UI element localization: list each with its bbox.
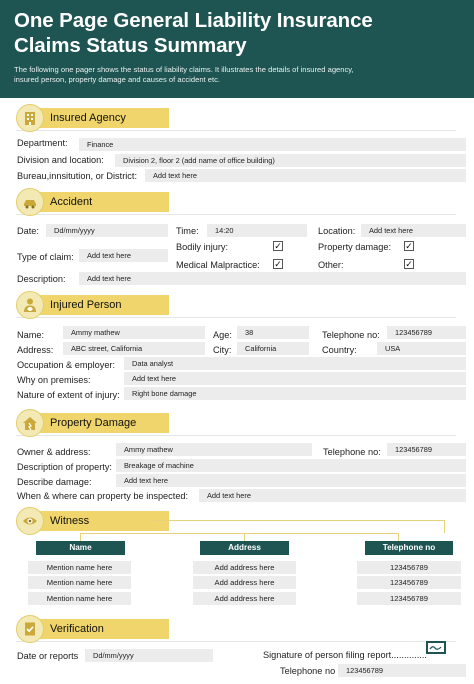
injured-telephone-label: Telephone no: xyxy=(322,330,380,340)
date-label: Date: xyxy=(17,226,39,236)
department-field[interactable]: Finance xyxy=(79,138,466,151)
city-label: City: xyxy=(213,345,232,355)
page-title xyxy=(14,8,464,58)
description-label: Description: xyxy=(17,274,66,284)
owner-field[interactable]: Ammy mathew xyxy=(116,443,312,456)
bodily-injury-checkbox[interactable]: ✓ xyxy=(274,241,282,251)
type-of-claim-field[interactable]: Add text here xyxy=(79,249,168,262)
section-title: Injured Person xyxy=(31,295,169,315)
verification-telephone-label: Telephone no xyxy=(280,666,336,676)
bureau-label: Bureau,innsitution, or District: xyxy=(17,171,137,181)
property-telephone-field[interactable]: 123456789 xyxy=(387,443,466,456)
city-field[interactable]: California xyxy=(237,342,309,355)
time-field[interactable]: 14:20 xyxy=(207,224,307,237)
location-field[interactable]: Add text here xyxy=(361,224,466,237)
occupation-field[interactable]: Data analyst xyxy=(124,357,466,370)
witness-connector xyxy=(80,533,399,534)
nature-of-injury-label: Nature of extent of injury: xyxy=(17,390,120,400)
report-date-field[interactable]: Dd/mm/yyyy xyxy=(85,649,213,662)
inspection-label: When & where can property be inspected: xyxy=(17,491,189,501)
why-on-premises-field[interactable]: Add text here xyxy=(124,372,466,385)
property-description-field[interactable]: Breakage of machine xyxy=(116,459,466,472)
injured-person-icon xyxy=(16,291,44,319)
witness-name-cell[interactable]: Mention name here xyxy=(28,576,131,589)
witness-connector xyxy=(80,533,81,541)
section-title: Property Damage xyxy=(31,413,169,433)
property-telephone-label: Telephone no: xyxy=(323,447,381,457)
witness-address-cell[interactable]: Add address here xyxy=(193,592,296,605)
section-title: Accident xyxy=(31,192,169,212)
department-label: Department: xyxy=(17,138,68,148)
location-label: Location: xyxy=(318,226,356,236)
witness-connector xyxy=(444,520,445,533)
medical-malpractice-label: Medical Malpractice: xyxy=(176,260,260,270)
witness-telephone-cell[interactable]: 123456789 xyxy=(357,592,461,605)
witness-address-cell[interactable]: Add address here xyxy=(193,561,296,574)
title-line-2: Claims Status Summary xyxy=(14,34,247,57)
witness-name-cell[interactable]: Mention name here xyxy=(28,592,131,605)
description-field[interactable]: Add text here xyxy=(79,272,466,285)
witness-connector xyxy=(244,533,245,541)
witness-telephone-cell[interactable]: 123456789 xyxy=(357,576,461,589)
witness-name-cell[interactable]: Mention name here xyxy=(28,561,131,574)
age-label: Age: xyxy=(213,330,232,340)
eye-icon xyxy=(16,507,44,535)
property-description-label: Description of property: xyxy=(17,462,112,472)
nature-of-injury-field[interactable]: Right bone damage xyxy=(124,387,466,400)
bureau-field[interactable]: Add text here xyxy=(145,169,466,182)
date-field[interactable]: Dd/mm/yyyy xyxy=(46,224,168,237)
address-label: Address: xyxy=(17,345,54,355)
inspection-field[interactable]: Add text here xyxy=(199,489,466,502)
document-check-icon xyxy=(16,615,44,643)
bodily-injury-label: Bodily injury: xyxy=(176,242,229,252)
signature-label: Signature of person filing report.............. xyxy=(263,650,427,660)
title-line-1: One Page General Liability Insurance xyxy=(14,9,373,32)
page-header xyxy=(0,0,474,98)
house-damage-icon xyxy=(16,409,44,437)
medical-malpractice-checkbox[interactable]: ✓ xyxy=(274,259,282,269)
car-crash-icon xyxy=(16,188,44,216)
country-field[interactable]: USA xyxy=(377,342,466,355)
signature-icon xyxy=(425,640,449,656)
description-line-1: The following one pager shows the status of liability claims. It illustrates the details of insured agency, xyxy=(14,65,354,74)
section-title: Insured Agency xyxy=(31,108,169,128)
section-title: Verification xyxy=(31,619,169,639)
name-field[interactable]: Ammy mathew xyxy=(63,326,205,339)
type-of-claim-label: Type of claim: xyxy=(17,252,74,262)
witness-column-name: Name xyxy=(36,541,125,555)
witness-address-cell[interactable]: Add address here xyxy=(193,576,296,589)
witness-connector xyxy=(398,533,399,541)
other-checkbox[interactable]: ✓ xyxy=(405,259,413,269)
section-title: Witness xyxy=(31,511,169,531)
description-line-2: insured person, property damage and causes of accident etc. xyxy=(14,75,220,84)
injured-telephone-field[interactable]: 123456789 xyxy=(387,326,466,339)
time-label: Time: xyxy=(176,226,199,236)
witness-telephone-cell[interactable]: 123456789 xyxy=(357,561,461,574)
age-field[interactable]: 38 xyxy=(237,326,309,339)
describe-damage-label: Describe damage: xyxy=(17,477,92,487)
page-description xyxy=(14,65,414,85)
property-damage-checkbox[interactable]: ✓ xyxy=(405,241,413,251)
report-date-label: Date or reports xyxy=(17,651,79,661)
building-icon xyxy=(16,104,44,132)
witness-column-telephone: Telephone no xyxy=(365,541,453,555)
describe-damage-field[interactable]: Add text here xyxy=(116,474,466,487)
owner-label: Owner & address: xyxy=(17,447,91,457)
other-label: Other: xyxy=(318,260,344,270)
occupation-label: Occupation & employer: xyxy=(17,360,116,370)
witness-column-address: Address xyxy=(200,541,289,555)
division-field[interactable]: Division 2, floor 2 (add name of office building) xyxy=(115,154,466,167)
verification-telephone-field[interactable]: 123456789 xyxy=(338,664,466,677)
property-damage-label: Property damage: xyxy=(318,242,392,252)
name-label: Name: xyxy=(17,330,45,340)
country-label: Country: xyxy=(322,345,357,355)
why-on-premises-label: Why on premises: xyxy=(17,375,91,385)
division-label: Division and location: xyxy=(17,155,104,165)
witness-connector xyxy=(153,520,445,521)
address-field[interactable]: ABC street, California xyxy=(63,342,205,355)
